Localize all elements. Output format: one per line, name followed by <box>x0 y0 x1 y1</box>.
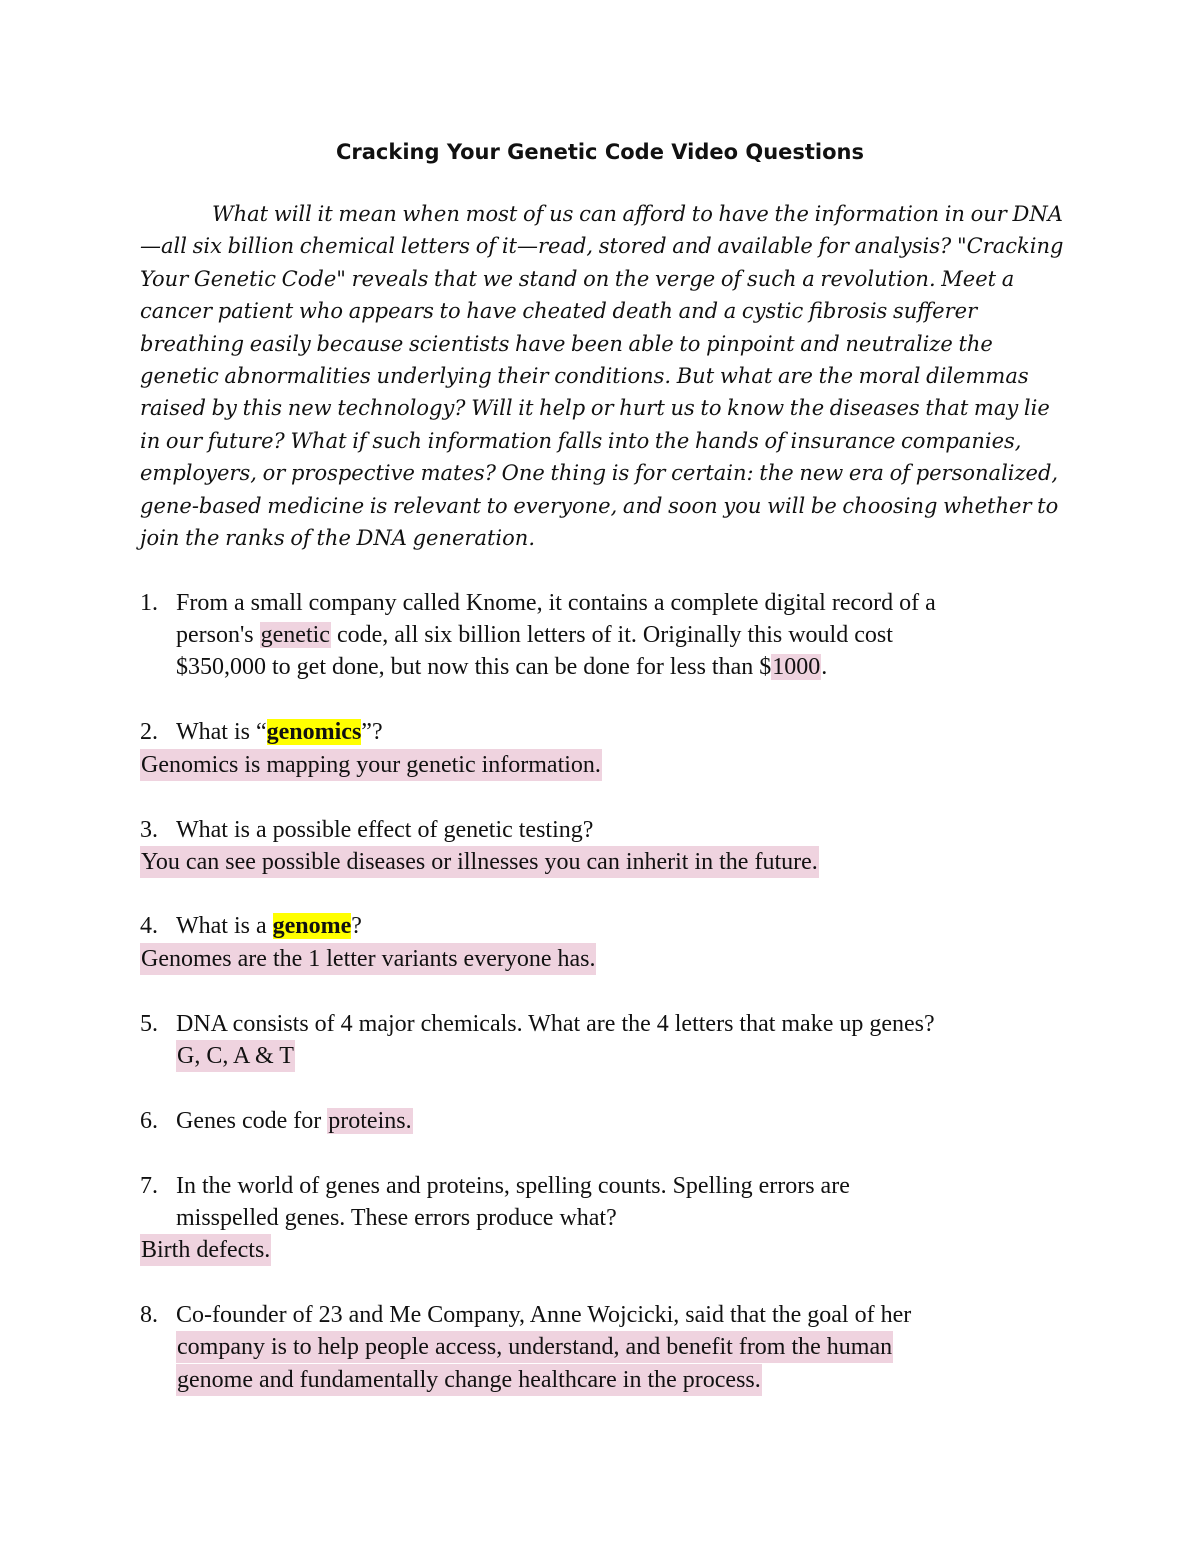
q1-text-2 <box>176 619 893 651</box>
q7-answer: Birth defects. <box>140 1234 271 1266</box>
q1-text-2b: code, all six billion letters of it. Originally this would cost <box>330 622 893 648</box>
q1-text-3 <box>176 651 827 683</box>
q1-answer-genetic: genetic <box>260 622 330 648</box>
q7-text-2: misspelled genes. These errors produce what? <box>176 1205 617 1231</box>
q8-text-1: Co-founder of 23 and Me Company, Anne Wojcicki, said that the goal of her <box>176 1302 912 1328</box>
q5-number: 5. <box>140 1011 158 1037</box>
q2-answer: Genomics is mapping your genetic information. <box>140 749 602 781</box>
q2-number: 2. <box>140 719 158 745</box>
q4-number: 4. <box>140 913 158 939</box>
q6-number: 6. <box>140 1108 158 1134</box>
q1-text-3b: . <box>821 654 828 680</box>
q4-keyword-genome: genome <box>272 913 352 939</box>
q2-keyword-genomics: genomics <box>266 719 362 745</box>
q3-number: 3. <box>140 817 158 843</box>
q8-number: 8. <box>140 1302 158 1328</box>
q5-text: DNA consists of 4 major chemicals. What are the 4 letters that make up genes? <box>176 1011 935 1037</box>
intro-paragraph: What will it mean when most of us can afford to have the information in our DNA—all six billion chemical letters of it—read, stored and available for analysis? "Cracking Your Genetic Code" reveals that we stand on the verge of such a revolution. Meet a cancer patient who appears to have cheated death and a cystic fibrosis sufferer breathing easily because scientists have been able to pinpoint and neutralize the genetic abnormalities underlying their conditions. But what are the moral dilemmas raised by this new technology? Will it help or hurt us to know the diseases that may lie in our future? What if such information falls into the hands of insurance companies, employers, or prospective mates? One thing is for certain: the new era of personalized, gene-based medicine is relevant to everyone, and soon you will be choosing whether to join the ranks of the DNA generation. <box>140 202 1064 551</box>
q1-number: 1. <box>140 590 158 616</box>
q3-text: What is a possible effect of genetic testing? <box>176 817 594 843</box>
q4-text-a: What is a <box>176 913 273 939</box>
q4-text-b: ? <box>351 913 362 939</box>
q1-text-1: From a small company called Knome, it contains a complete digital record of a <box>176 590 936 616</box>
q2-text <box>176 716 383 748</box>
q6-answer-proteins: proteins. <box>328 1108 412 1134</box>
page-title: Cracking Your Genetic Code Video Questions <box>335 140 864 164</box>
q1-text-3a: $350,000 to get done, but now this can be done for less than $ <box>176 654 772 680</box>
q8-answer-line-2: company is to help people access, understand, and benefit from the human <box>176 1331 893 1363</box>
q2-text-b: ”? <box>361 719 383 745</box>
q2-text-a: What is “ <box>176 719 267 745</box>
q7-text-1: In the world of genes and proteins, spelling counts. Spelling errors are <box>176 1173 850 1199</box>
q7-number: 7. <box>140 1173 158 1199</box>
q4-answer: Genomes are the 1 letter variants everyone has. <box>140 943 596 975</box>
q1-answer-1000: 1000 <box>772 654 821 680</box>
q6-text <box>176 1105 413 1137</box>
q1-text-2a: person's <box>176 622 260 648</box>
q4-text <box>176 910 362 942</box>
q6-text-a: Genes code for <box>176 1108 328 1134</box>
q8-answer-line-3: genome and fundamentally change healthcare in the process. <box>176 1364 762 1396</box>
q3-answer: You can see possible diseases or illnesses you can inherit in the future. <box>140 846 819 878</box>
q5-answer: G, C, A & T <box>176 1040 295 1072</box>
